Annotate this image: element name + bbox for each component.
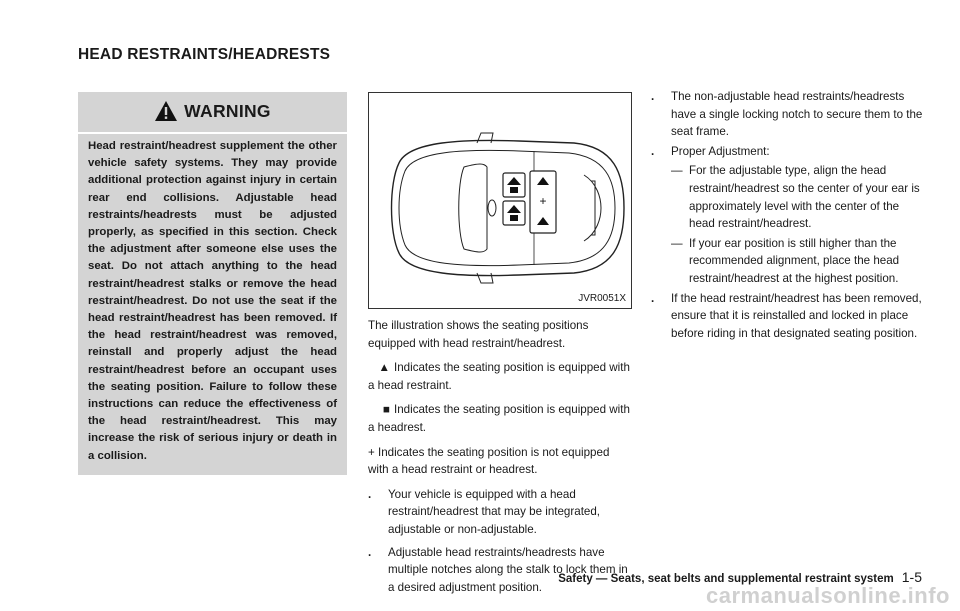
- bullet-text: If the head restraint/headrest has been removed, ensure that it is reinstalled and locked in place before riding in that designated seating position.: [671, 291, 922, 340]
- warning-divider: [78, 132, 347, 134]
- bullet-text: Your vehicle is equipped with a head restraint/headrest that may be integrated, adjustable or non-adjustable.: [388, 487, 601, 536]
- figure-code: JVR0051X: [578, 293, 626, 304]
- watermark: carmanualsonline.info: [706, 583, 950, 608]
- page-number: 1-5: [901, 569, 922, 585]
- sub-bullet-text: For the adjustable type, align the head restraint/headrest so the center of your ear is approximately level with the center of the head restraint/headrest.: [689, 164, 920, 231]
- legend-triangle: [368, 359, 632, 394]
- legend-square-text: Indicates the seating position is equipped with a headrest.: [368, 403, 630, 434]
- list-item: . Proper Adjustment:: [651, 143, 923, 161]
- intro-paragraph: The illustration shows the seating positions equipped with head restraint/headrest.: [368, 319, 589, 350]
- triangle-symbol-icon: ▲: [378, 361, 390, 375]
- bullet-text: Proper Adjustment:: [671, 144, 770, 158]
- right-column: [651, 88, 923, 344]
- warning-text: Head restraint/headrest supplement the other vehicle safety systems. They may provide additional protection against injury in certain rear end collisions. Adjustable head restraints/headrests must be adjusted properly, as specified in this section. Check the adjustment after someone else uses the seat. Do not attach anything to the head restraint/headrest stalks or remove the head restraint/headrest. Do not use the seat if the head restraint/headrest has been removed. If the head restraint/headrest was removed, reinstall and properly adjust the head restraint/headrest before an occupant uses the seating position. Failure to follow these instructions can reduce the effectiveness of the head restraint/headrest. This may increase the risk of serious injury or death in a collision.: [88, 140, 337, 462]
- sub-bullet-text: If your ear position is still higher than the recommended alignment, place the head restraint/headrest at the highest position.: [689, 236, 900, 285]
- svg-text:+: +: [539, 194, 547, 208]
- warning-triangle-icon: [154, 100, 178, 122]
- bullet-text: Adjustable head restraints/headrests have multiple notches along the stalk to lock them in a desired adjustment position.: [388, 545, 628, 594]
- middle-column: [368, 317, 632, 601]
- sub-list-item: — For the adjustable type, align the head restraint/headrest so the center of your ear is approximately level with the center of the head restraint/headrest.: [671, 162, 923, 232]
- warning-box: [78, 92, 347, 475]
- car-top-view-diagram: [369, 93, 631, 308]
- page-title: HEAD RESTRAINTS/HEADRESTS: [78, 46, 331, 63]
- legend-plus: + Indicates the seating position is not equipped with a head restraint or headrest.: [368, 445, 610, 477]
- sub-list-item: — If your ear position is still higher than the recommended alignment, place the head restraint/headrest at the highest position.: [671, 235, 923, 288]
- footer-section-title: Safety — Seats, seat belts and supplemental restraint system: [558, 573, 894, 585]
- square-symbol-icon: ■: [382, 403, 390, 417]
- legend-triangle-text: Indicates the seating position is equipped with a head restraint.: [368, 361, 630, 392]
- legend-square: [368, 401, 632, 436]
- list-item: . Adjustable head restraints/headrests have multiple notches along the stalk to lock them in a desired adjustment position.: [368, 544, 632, 597]
- warning-title: WARNING: [184, 100, 271, 121]
- warning-header: [78, 92, 347, 130]
- list-item: . The non-adjustable head restraints/headrests have a single locking notch to secure them to the seat frame.: [651, 88, 923, 141]
- bullet-text: The non-adjustable head restraints/headrests have a single locking notch to secure them to the seat frame.: [671, 90, 923, 139]
- list-item: . If the head restraint/headrest has been removed, ensure that it is reinstalled and locked in place before riding in that designated seating position.: [651, 290, 923, 343]
- list-item: . Your vehicle is equipped with a head restraint/headrest that may be integrated, adjustable or non-adjustable.: [368, 486, 632, 539]
- seating-illustration: [368, 92, 632, 309]
